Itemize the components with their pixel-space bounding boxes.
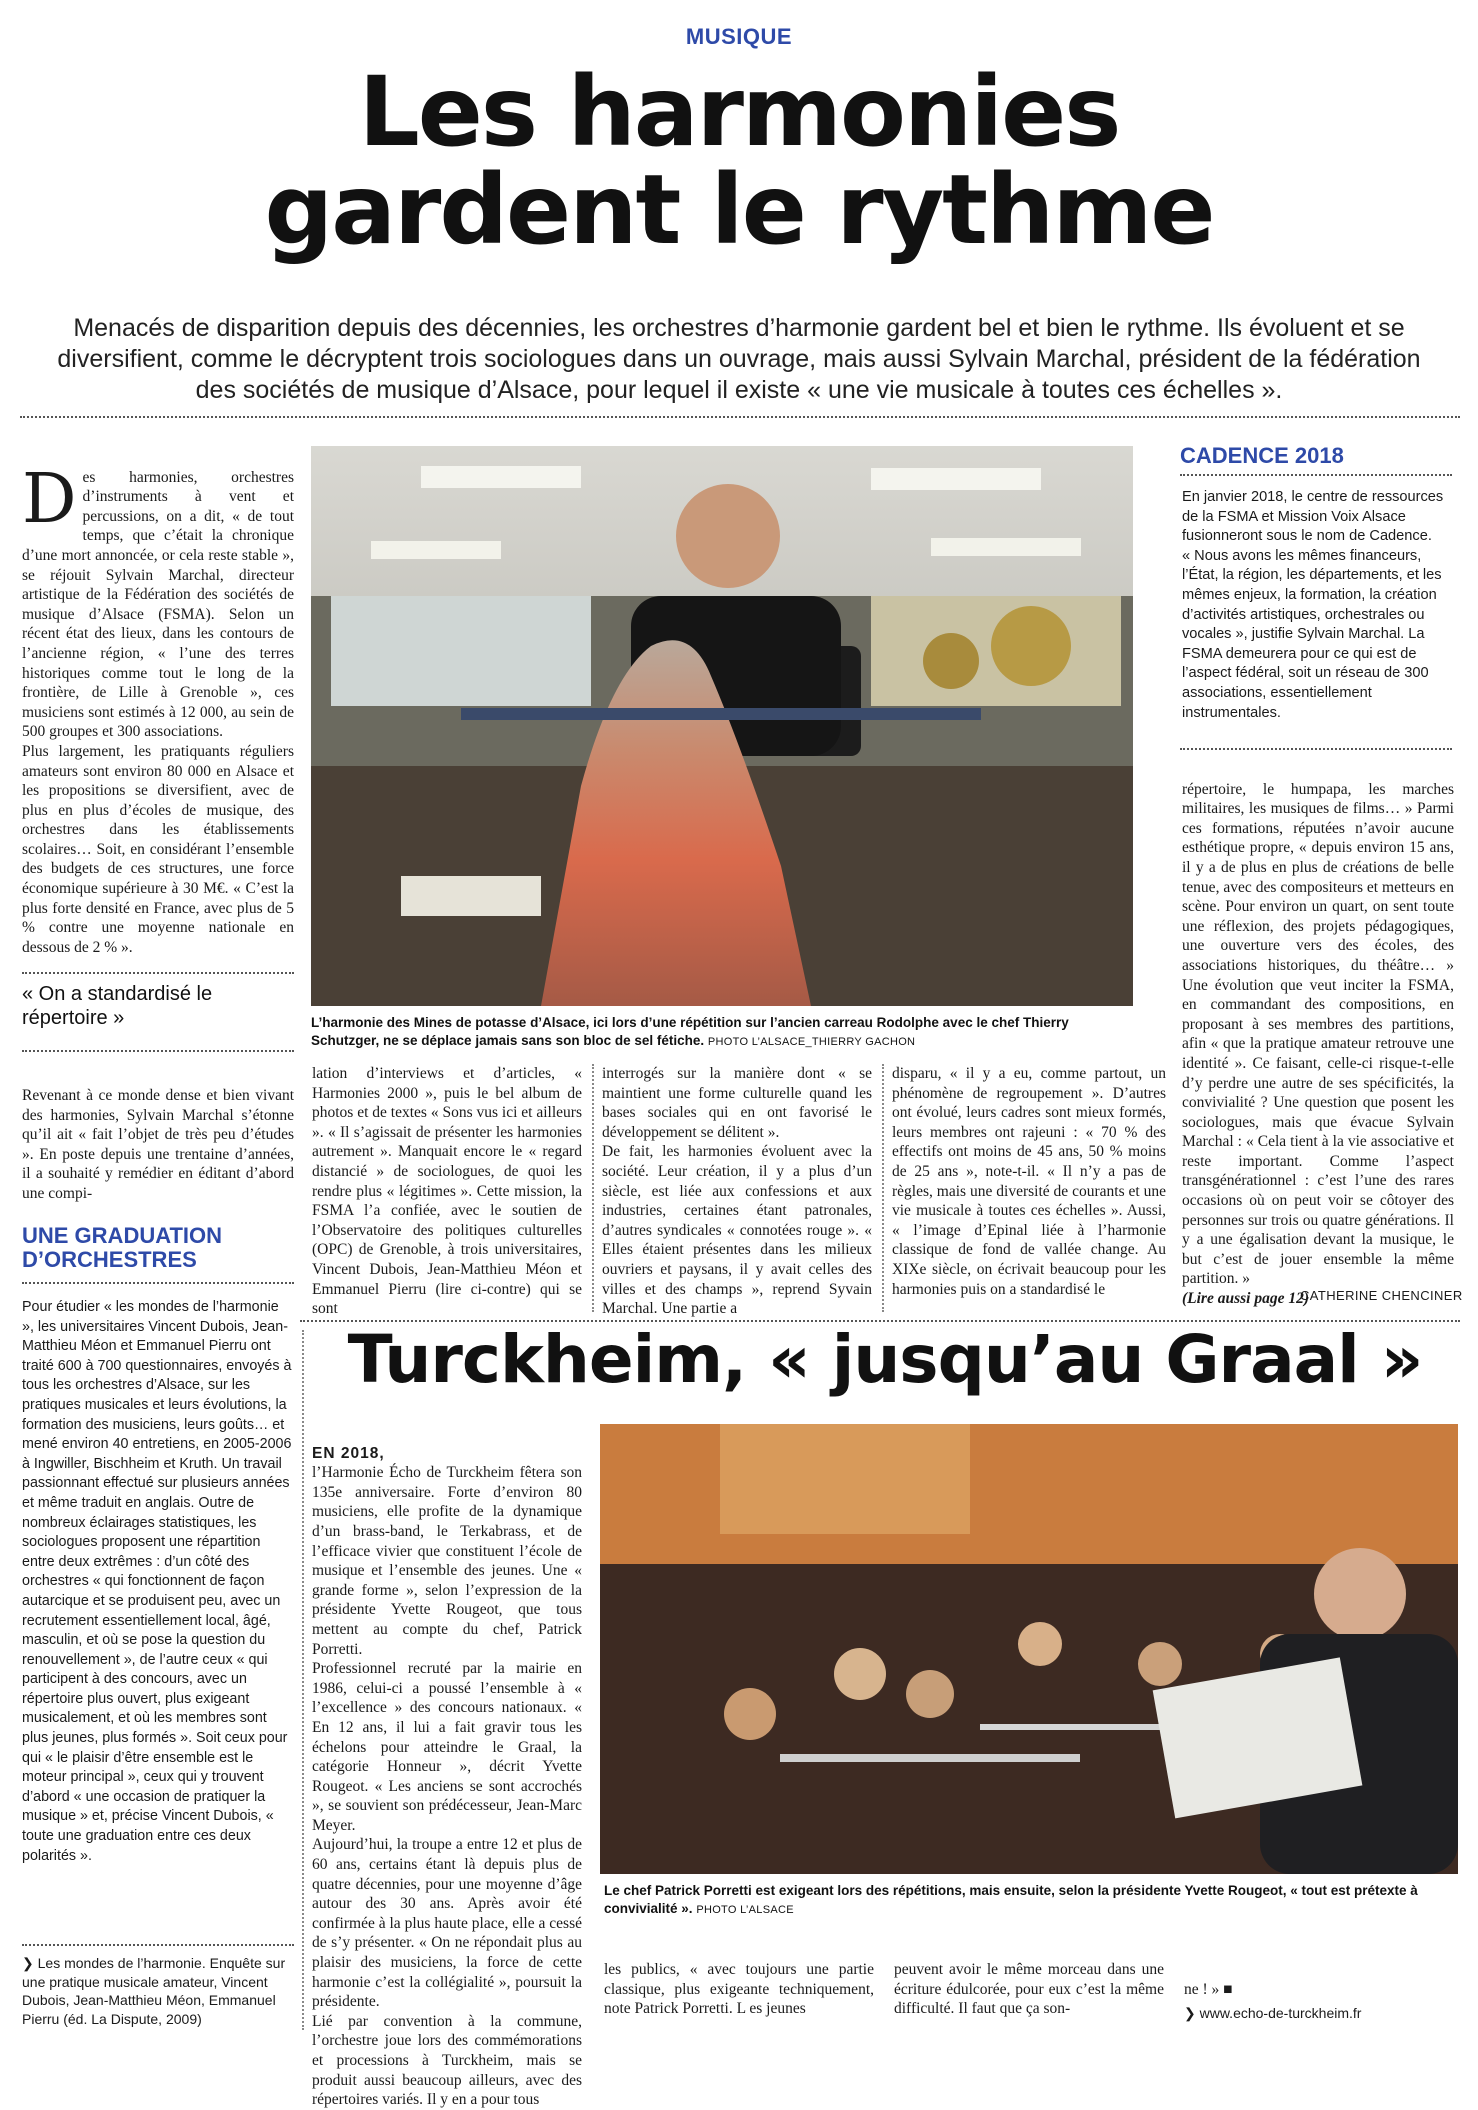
website-link[interactable]: [1184, 2004, 1361, 2023]
turckheim-bottom-col-2: peuvent avoir le même morceau dans une écriture édulcorée, pour eux c’est la même difficulté. Il faut que ça son-: [894, 1961, 1164, 2018]
turckheim-body: l’Harmonie Écho de Turckheim fêtera son 135e anniversaire. Forte d’environ 80 musiciens, elle profite de la dynamique d’un brass-band, le Terkabrass, et de l’efficace vivier que constituent l’école de musique et l’ensemble des jeunes. Une « grande forme », selon l’expression de la présidente Yvette Rougeot, que tous mettent au compte du chef, Patrick Porretti. Professionnel recruté par la mairie en 1986, celui-ci a poussé l’ensemble à « l’excellence » des concours nationaux. « En 12 ans, il lui a fait gravir tous les échelons pour atteindre le Graal, la catégorie Honneur », décrit Yvette Rougeot. « Les anciens se sont accrochés », se souvient son prédécesseur, Jean-Marc Meyer. Aujourd’hui, la troupe a entre 12 et plus de 60 ans, certains étant là depuis plus de quatre décennies, pour une moyenne d’âge autour des 30 ans. Après avoir été confirmée à la plus haute place, elle a cessé de s’y présenter. « On ne répondait plus au plaisir des musiciens, la force de cette harmonie c’est la collégialité », poursuit la présidente. Lié par convention à la commune, l’orchestre joue lors des commémorations et processions à Turckheim, mais se produit aussi beaucoup ailleurs, avec des répertoires variés. Il y en a pour tous: [312, 1464, 582, 2109]
photo1-caption-text: L’harmonie des Mines de potasse d’Alsace, ici lors d’une répétition sur l’ancien carreau Rodolphe avec le chef Thierry Schutzger, ne se déplace jamais sans son bloc de sel fétiche.: [311, 1015, 1069, 1048]
turckheim-end-quote: ne ! »: [1184, 1980, 1220, 1998]
graduation-title-line-1: UNE GRADUATION: [22, 1223, 223, 1248]
photo-rehearsal-mines: [311, 446, 1133, 1006]
intro-text: [22, 448, 294, 957]
sidebar-bottom-rule: [1180, 748, 1452, 750]
col4-page-ref: (Lire aussi page 12): [1182, 1290, 1310, 1308]
book-reference-text: Les mondes de l’harmonie. Enquête sur une pratique musicale amateur, Vincent Dubois, Jean-Matthieu Méon, Emmanuel Pierru (éd. La Dispute, 2009): [22, 1955, 286, 2027]
chapo-line-2: diversifient, comme le décryptent trois sociologues dans un ouvrage, mais aussi Sylvain Marchal, président de la fédération: [57, 345, 1421, 373]
turckheim-text: [312, 1424, 582, 2110]
graduation-text: Pour étudier « les mondes de l’harmonie », les universitaires Vincent Dubois, Jean-Matthieu Méon et Emmanuel Pierru ont traité 600 à 700 questionnaires, envoyés à tous les orchestres d’Alsace, sur les pratiques musicales et leurs évolutions, la formation des musiciens, leurs goûts… et mené environ 40 entretiens, en 2005-2006 à Ingwiller, Bischheim et Kruth. Un travail passionnant effectué sur plusieurs années et même traduit en anglais. Outre de nombreux éclairages statistiques, les sociologues proposent une répartition entre deux extrêmes : d’un côté des orchestres « qui fonctionnent de façon autarcique et se produisent peu, avec un recrutement essentiellement local, âgé, masculin, et où se pose la question du renouvellement », de l’autre ceux « qui participent à des concours, avec un répertoire plus ouvert, plus exigeant musicalement, et où les membres sont plus jeunes, plus formés ». Soit ceux pour qui « le plaisir d’être ensemble est le moteur principal », ceux qui y trouvent d’abord « une occasion de pratiquer la musique » et, précise Vincent Dubois, « toute une graduation entre ces deux polarités ».: [22, 1299, 292, 1864]
sidebar-text: En janvier 2018, le centre de ressources de la FSMA et Mission Voix Alsace fusionneront sous le nom de Cadence. « Nous avons les mêmes financeurs, l’État, la région, les départements, et les mêmes enjeux, la formation, la création d’activités artistiques, orchestrales ou vocales », justifie Sylvain Marchal. La FSMA demeurera pour ce qui est de l’aspect fédéral, soit un réseau de 300 associations, essentiellement instrumentales.: [1182, 489, 1444, 721]
title-line-1: Les harmonies: [358, 56, 1120, 168]
photo1-caption: [311, 1014, 1133, 1051]
column-rule-1: [592, 1064, 594, 1312]
rehearsal-photo-illustration: [311, 446, 1133, 1006]
photo1-credit: PHOTO L’ALSACE_THIERRY GACHON: [707, 1036, 916, 1048]
website-url[interactable]: www.echo-de-turckheim.fr: [1199, 2005, 1362, 2021]
sidebar-title-rule: [1180, 474, 1452, 476]
quote-bottom-rule: [22, 1050, 294, 1052]
chapo-line-3: des sociétés de musique d’Alsace, pour lequel il existe « une vie musicale à toutes ces échelles ».: [195, 376, 1283, 404]
graduation-title-line-2: D’ORCHESTRES: [22, 1247, 197, 1272]
col4-text: répertoire, le humpapa, les marches militaires, les musiques de films… » Parmi ces formations, réputées n’avoir aucune esthétique propre, « depuis environ 15 ans, il y a de plus en plus de créations de belle tenue, avec des compositeurs et metteurs en scène. Pour environ un quart, on sent toute une réflexion, des projets pédagogiques, une ouverture vers des écoles, des associations historiques, du théâtre… » Une évolution que veut inciter la FSMA, en commandant des compositions, en proposant à ses membres des partitions, afin « que la pratique amateur retrouve une identité ». Ce faisant, celle-ci risque-t-elle d’y perdre une autre de ses spécificités, la convivialité ? Une question que posent les sociologues, mais que évacue Sylvain Marchal : « Cela tient à la vie associative et reste important. Comme l’aspect transgénérationnel : c’est l’une des rares occasions où on peut voir se côtoyer des personnes sur trois ou quatre générations. Il y a une égalisation devant la musique, le but c’est de jouer ensemble la même partition. »: [1182, 780, 1454, 1288]
body-column-1: lation d’interviews et d’articles, « Harmonies 2000 », puis le bel album de photos et de textes « Sons vus ici et ailleurs ». « Il s’agissait de présenter les harmonies autrement ». Manquait encore le « regard distancié » de sociologues, de quoi les rendre plus « légitimes ». Cette mission, la FSMA l’a confiée, avec le soutien de l’Observatoire des politiques culturelles (OPC) de Grenoble, à trois universitaires, Vincent Dubois, Jean-Matthieu Méon et Emmanuel Pierru (lire ci-contre) qui se sont: [312, 1065, 582, 1318]
drop-cap: D: [22, 459, 77, 539]
intro-body: es harmonies, orchestres d’instruments à vent et percussions, on a dit, « de tout temps, que c’était la chronique d’une mort annoncée, or cela reste stable », se réjouit Sylvain Marchal, directeur artistique de la Fédération des sociétés de musique d’Alsace (FSMA). Selon un récent état des lieux, dans les contours de l’ancienne région, « l’une des terres historiques comme tout le long de la frontière, de Lille à Grenoble », ces musiciens sont estimés à 12 000, au sein de 500 groupes et 300 associations. Plus largement, les pratiquants réguliers amateurs sont environ 80 000 en Alsace et les propositions se diversifient, avec de plus en plus d’écoles de musique, des orchestres dans les établissements scolaires… Soit, en considérant l’ensemble des budgets de ces structures, une force économique supérieure à 30 M€. « C’est la plus forte densité en France, avec plus de 5 % contre une moyenne nationale en dessous de 2 % ».: [22, 468, 294, 956]
book-arrow-icon: ❯: [22, 1955, 38, 1971]
website-arrow-icon: ❯: [1184, 2005, 1200, 2021]
quote-top-rule: [22, 972, 294, 974]
turckheim-photo-illustration: [600, 1424, 1458, 1874]
body-column-4: [1182, 760, 1454, 1309]
turckheim-bottom-col-1: les publics, « avec toujours une partie classique, plus exigeante techniquement, note Patrick Porretti. L es jeunes: [604, 1961, 874, 2018]
body-column-2: interrogés sur la manière dont « se maintient une forme culturelle quand les bases sociales qui en ont favorisé le développement se délitent ». De fait, les harmonies évoluent avec la société. Leur création, il y a plus d’un siècle, est liée aux confessions et aux industries, certaines étant patronales, d’autres syndicales « connotées rouge ». « Elles étaient présentes dans les milieux ouvriers et paysans, il y avait celles des villes et des champs », reprend Syvain Marchal. Une partie a: [602, 1065, 872, 1318]
turckheim-lead-year: EN 2018,: [312, 1444, 385, 1462]
sidebar-title: CADENCE 2018: [1180, 443, 1344, 468]
col1-continued: Revenant à ce monde dense et bien vivant des harmonies, Sylvain Marchal s’étonne qu’il ait « fait l’objet de très peu d’études ». En poste depuis une trentaine d’années, il a souhaité y remédier en éditant d’abord une compi-: [22, 1087, 294, 1202]
photo2-caption-text: Le chef Patrick Porretti est exigeant lors des répétitions, mais ensuite, selon la présidente Yvette Rougeot, « tout est prétexte à convivialité ».: [604, 1883, 1418, 1916]
chapo: [20, 313, 1458, 406]
book-reference: [22, 1954, 294, 2028]
section-kicker: MUSIQUE: [685, 24, 793, 49]
author-signature: CATHERINE CHENCINER: [1300, 1288, 1463, 1303]
turckheim-bottom-col-3: ne ! » ■: [1184, 1980, 1233, 1998]
photo-turckheim-rehearsal: [600, 1424, 1458, 1874]
graduation-title-rule: [22, 1282, 294, 1284]
photo2-caption: [604, 1882, 1454, 1919]
turckheim-title: Turckheim, « jusqu’au Graal »: [347, 1321, 1423, 1398]
chapo-line-1: Menacés de disparition depuis des décennies, les orchestres d’harmonie gardent bel et bien le rythme. Ils évoluent et se: [73, 314, 1405, 342]
graduation-title: [22, 1224, 222, 1272]
header-divider: [20, 416, 1460, 418]
book-ref-rule: [22, 1944, 294, 1946]
pull-quote: « On a standardisé le répertoire »: [22, 983, 213, 1029]
body-column-3: disparu, « il y a eu, comme partout, un phénomène de regroupement ». D’autres ont évolué, leurs cadres sont mieux formés, leurs membres ont rajeuni : « 70 % des effectifs ont moins de 45 ans, 50 % moins de 25 ans », note-t-il. « Il n’y a pas de règles, mais une diversité de courants et une vie musicale à toutes ces échelles ». Aussi, « l’image d’Epinal liée à l’harmonie classique de fond de vallée change. Au XIXe siècle, on écrivait beaucoup pour les harmonies puis on a standardisé le: [892, 1065, 1166, 1298]
left-column-rule: [302, 1330, 304, 2030]
title-line-2: gardent le rythme: [264, 153, 1214, 266]
photo2-credit: PHOTO L’ALSACE: [696, 1904, 794, 1916]
column-rule-2: [882, 1064, 884, 1312]
page-title: [0, 56, 1478, 266]
